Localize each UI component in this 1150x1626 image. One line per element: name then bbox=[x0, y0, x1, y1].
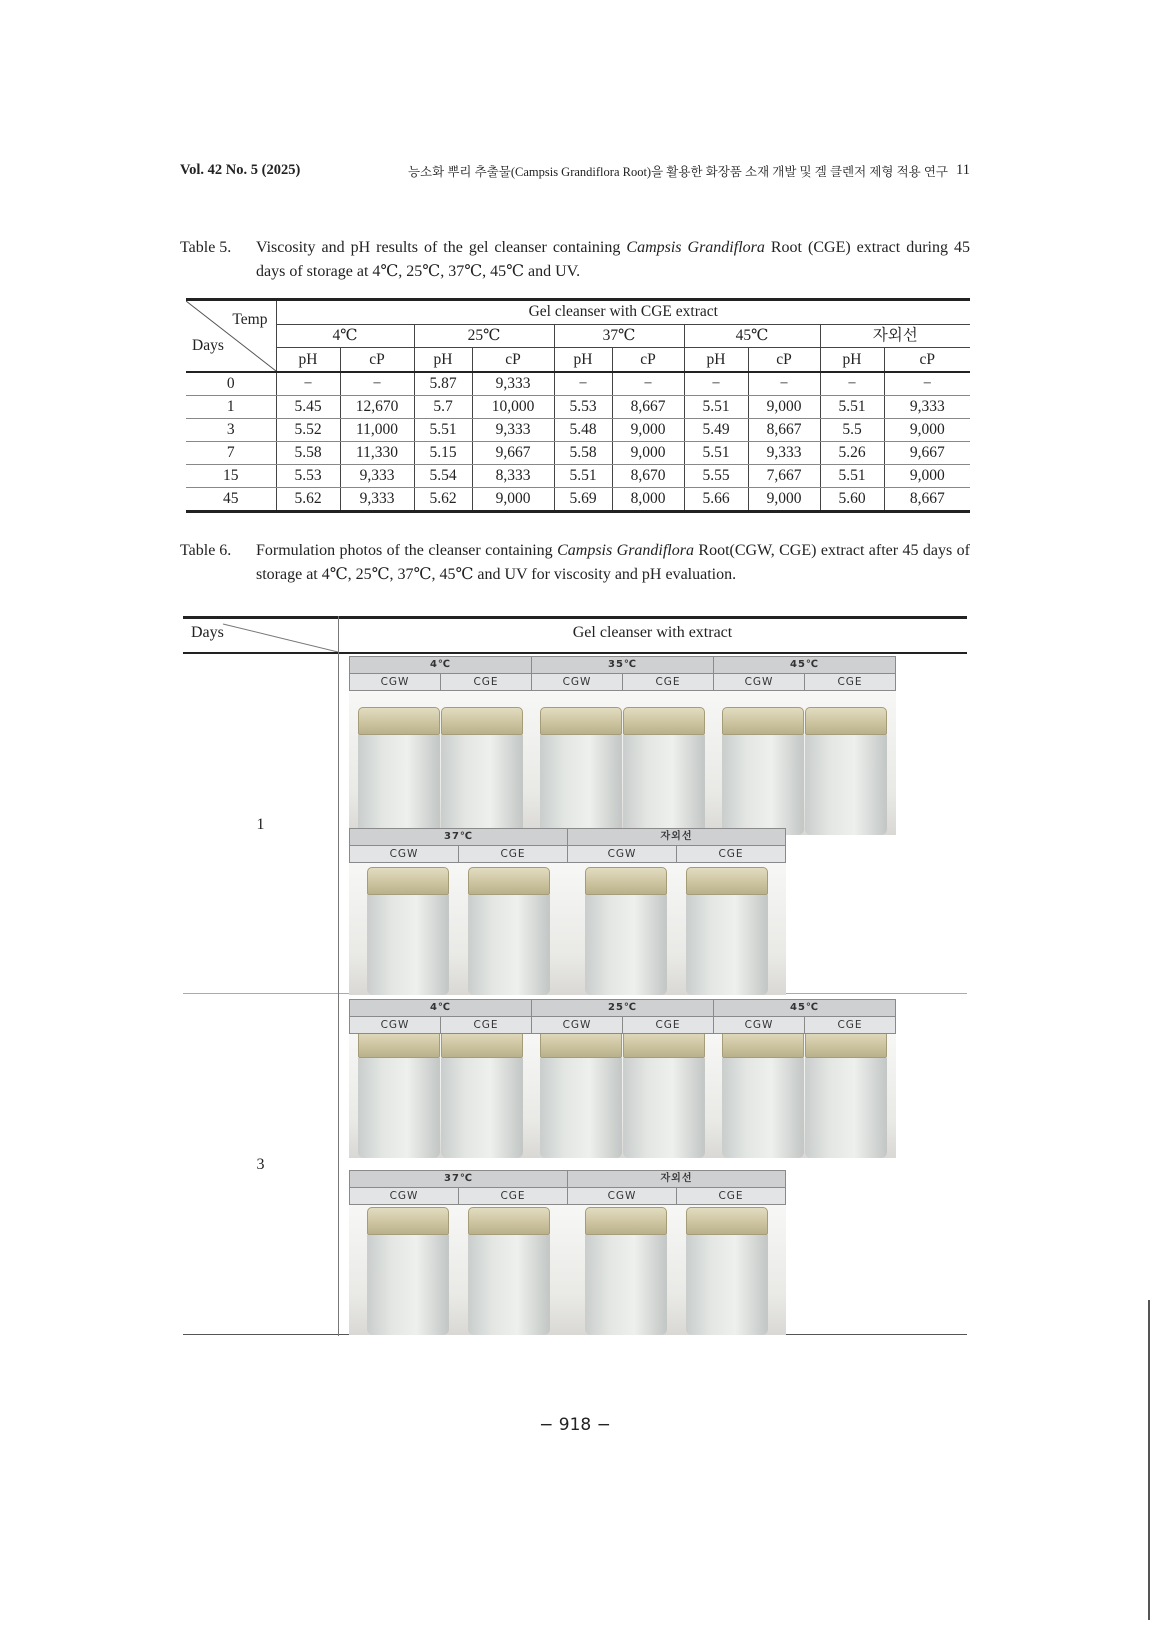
table6-caption-species: Campsis Grandiflora bbox=[557, 542, 694, 559]
sample-label: CGE bbox=[837, 1019, 863, 1031]
table6-header-rule bbox=[183, 652, 967, 654]
ph-value: 5.26 bbox=[820, 442, 884, 465]
table-row bbox=[186, 488, 970, 512]
condition-label: 35℃ bbox=[532, 657, 714, 673]
jar-body bbox=[623, 1058, 705, 1158]
day-cell: 15 bbox=[186, 465, 276, 488]
jar-lid bbox=[623, 707, 705, 735]
ph-value: − bbox=[820, 372, 884, 396]
ph-value: − bbox=[276, 372, 340, 396]
ph-value: 5.58 bbox=[276, 442, 340, 465]
cp-value: 9,333 bbox=[340, 488, 414, 512]
sample-jar bbox=[358, 707, 440, 835]
cp-value: 9,000 bbox=[612, 442, 684, 465]
sample-label: CGE bbox=[718, 848, 744, 860]
table-row bbox=[186, 372, 970, 396]
jar-photo bbox=[349, 863, 786, 995]
condition-label-bar bbox=[349, 1170, 786, 1188]
jar-lid bbox=[585, 867, 667, 895]
sample-jar bbox=[623, 1034, 705, 1158]
page-number: 11 bbox=[956, 162, 970, 178]
photo-panel-day3-b bbox=[349, 1170, 786, 1335]
sample-jar bbox=[623, 707, 705, 835]
sample-label-bar bbox=[349, 1188, 786, 1205]
jar-lid bbox=[805, 1034, 887, 1058]
cp-value: 9,000 bbox=[748, 396, 820, 419]
cp-header: cP bbox=[472, 348, 554, 372]
jar-body bbox=[540, 735, 622, 835]
ph-value: 5.53 bbox=[554, 396, 612, 419]
day-cell: 45 bbox=[186, 488, 276, 512]
jar-body bbox=[367, 895, 449, 995]
ph-value: 5.51 bbox=[554, 465, 612, 488]
jar-lid bbox=[540, 1034, 622, 1058]
jar-body bbox=[722, 1058, 804, 1158]
jar-photo bbox=[349, 691, 896, 835]
ph-value: − bbox=[554, 372, 612, 396]
cp-value: 9,000 bbox=[884, 465, 970, 488]
day-cell: 7 bbox=[186, 442, 276, 465]
ph-value: 5.51 bbox=[684, 396, 748, 419]
table6-caption-lead: Table 6. bbox=[180, 542, 232, 559]
sample-label: CGE bbox=[459, 846, 568, 862]
sample-label: CGE bbox=[623, 1017, 714, 1033]
jar-lid bbox=[686, 1207, 768, 1235]
cp-value: − bbox=[340, 372, 414, 396]
ph-value: 5.45 bbox=[276, 396, 340, 419]
jar-lid bbox=[441, 707, 523, 735]
jar-body bbox=[805, 1058, 887, 1158]
table6-caption-text: Formulation photos of the cleanser containing bbox=[256, 542, 558, 559]
condition-label: 45℃ bbox=[789, 1002, 820, 1013]
ph-value: 5.55 bbox=[684, 465, 748, 488]
day-label-1: 1 bbox=[256, 816, 265, 833]
condition-header: 37℃ bbox=[554, 324, 684, 348]
condition-label: 37℃ bbox=[350, 829, 568, 845]
ph-value: 5.87 bbox=[414, 372, 472, 396]
ph-value: 5.52 bbox=[276, 419, 340, 442]
gel-header: Gel cleanser with extract bbox=[572, 624, 733, 641]
cp-value: 9,333 bbox=[472, 372, 554, 396]
day-cell: 3 bbox=[186, 419, 276, 442]
cp-value: 12,670 bbox=[340, 396, 414, 419]
jar-body bbox=[441, 735, 523, 835]
cp-value: 9,667 bbox=[472, 442, 554, 465]
running-title: 능소화 뿌리 추출물(Campsis Grandiflora Root)을 활용한 화장품 소재 개발 및 겔 클렌저 제형 적용 연구 bbox=[407, 165, 948, 179]
jar-lid bbox=[722, 707, 804, 735]
ph-value: 5.60 bbox=[820, 488, 884, 512]
ph-value: 5.15 bbox=[414, 442, 472, 465]
sample-jar bbox=[805, 1034, 887, 1158]
table-row bbox=[186, 419, 970, 442]
ph-value: 5.51 bbox=[414, 419, 472, 442]
table-corner-cell bbox=[186, 300, 276, 373]
sample-label-bar bbox=[349, 846, 786, 863]
ph-value: 5.51 bbox=[820, 396, 884, 419]
sample-jar bbox=[358, 1034, 440, 1158]
sample-label: CGW bbox=[568, 1188, 677, 1204]
table5-caption bbox=[180, 236, 970, 284]
sample-jar bbox=[585, 867, 667, 995]
ph-header: pH bbox=[276, 348, 340, 372]
table6-caption bbox=[180, 539, 970, 587]
jar-lid bbox=[367, 1207, 449, 1235]
jar-body bbox=[722, 735, 804, 835]
sample-jar bbox=[441, 1034, 523, 1158]
cp-header: cP bbox=[612, 348, 684, 372]
ph-value: 5.62 bbox=[414, 488, 472, 512]
journal-volume: Vol. 42 No. 5 (2025) bbox=[180, 162, 301, 178]
ph-value: 5.54 bbox=[414, 465, 472, 488]
cp-value: 10,000 bbox=[472, 396, 554, 419]
cp-value: 9,333 bbox=[748, 442, 820, 465]
jar-lid bbox=[358, 1034, 440, 1058]
cp-value: 9,000 bbox=[612, 419, 684, 442]
condition-label-bar bbox=[349, 828, 786, 846]
condition-label: 자외선 bbox=[660, 831, 693, 842]
sample-label: CGW bbox=[350, 1188, 459, 1204]
photo-panel-day3-a bbox=[349, 999, 896, 1158]
sample-label: CGE bbox=[837, 676, 863, 688]
table5-caption-text-end: Root (CGE) extract during 45 days of storage at 4℃, 25℃, 37℃, 45℃ and UV. bbox=[256, 239, 971, 280]
condition-header: 4℃ bbox=[276, 324, 414, 348]
jar-lid bbox=[686, 867, 768, 895]
sample-label: CGW bbox=[532, 1017, 623, 1033]
sample-label: CGW bbox=[350, 1017, 441, 1033]
cp-value: 8,670 bbox=[612, 465, 684, 488]
ph-value: 5.49 bbox=[684, 419, 748, 442]
sample-jar bbox=[722, 1034, 804, 1158]
cp-value: 9,000 bbox=[472, 488, 554, 512]
table-row bbox=[186, 465, 970, 488]
sample-jar bbox=[468, 1207, 550, 1335]
ph-header: pH bbox=[820, 348, 884, 372]
photo-panel-day1-b bbox=[349, 828, 786, 995]
sample-jar bbox=[805, 707, 887, 835]
table5 bbox=[186, 298, 970, 513]
cp-header: cP bbox=[884, 348, 970, 372]
jar-body bbox=[686, 895, 768, 995]
sample-jar bbox=[540, 1034, 622, 1158]
table-row bbox=[186, 396, 970, 419]
sample-label-bar bbox=[349, 1017, 896, 1034]
cp-value: 8,667 bbox=[748, 419, 820, 442]
jar-body bbox=[358, 1058, 440, 1158]
sample-label: CGE bbox=[441, 1017, 532, 1033]
jar-body bbox=[468, 1235, 550, 1335]
sample-label: CGE bbox=[441, 674, 532, 690]
sample-jar bbox=[367, 1207, 449, 1335]
ph-header: pH bbox=[684, 348, 748, 372]
corner-temp-label: Temp bbox=[232, 311, 268, 328]
cp-value: 7,667 bbox=[748, 465, 820, 488]
jar-body bbox=[805, 735, 887, 835]
jar-lid bbox=[722, 1034, 804, 1058]
running-header bbox=[180, 162, 970, 184]
corner-days-label: Days bbox=[192, 337, 224, 354]
table5-caption-lead: Table 5. bbox=[180, 239, 232, 256]
cp-value: 9,333 bbox=[472, 419, 554, 442]
table6-column-divider bbox=[338, 616, 339, 1336]
table6 bbox=[183, 616, 967, 1336]
cp-value: 11,000 bbox=[340, 419, 414, 442]
table5-caption-species: Campsis Grandiflora bbox=[626, 239, 765, 256]
jar-lid bbox=[805, 707, 887, 735]
condition-label: 자외선 bbox=[660, 1173, 693, 1184]
page-footer: − 918 − bbox=[539, 1415, 611, 1435]
condition-header: 45℃ bbox=[684, 324, 820, 348]
jar-lid bbox=[441, 1034, 523, 1058]
cp-value: − bbox=[748, 372, 820, 396]
jar-lid bbox=[540, 707, 622, 735]
jar-body bbox=[358, 735, 440, 835]
jar-lid bbox=[468, 1207, 550, 1235]
cp-value: 11,330 bbox=[340, 442, 414, 465]
condition-label: 37℃ bbox=[350, 1171, 568, 1187]
jar-body bbox=[686, 1235, 768, 1335]
sample-label: CGW bbox=[350, 846, 459, 862]
jar-body bbox=[623, 735, 705, 835]
sample-label: CGW bbox=[568, 846, 677, 862]
sample-label: CGE bbox=[623, 674, 714, 690]
jar-body bbox=[585, 895, 667, 995]
jar-lid bbox=[623, 1034, 705, 1058]
table5-caption-text: Viscosity and pH results of the gel cleanser containing bbox=[256, 239, 627, 256]
cp-value: 8,333 bbox=[472, 465, 554, 488]
jar-body bbox=[468, 895, 550, 995]
sample-jar bbox=[468, 867, 550, 995]
ph-value: 5.7 bbox=[414, 396, 472, 419]
photo-panel-day1-a bbox=[349, 656, 896, 835]
ph-value: 5.62 bbox=[276, 488, 340, 512]
cp-value: 9,333 bbox=[884, 396, 970, 419]
ph-header: pH bbox=[414, 348, 472, 372]
group-header: Gel cleanser with CGE extract bbox=[276, 300, 970, 325]
ph-header: pH bbox=[554, 348, 612, 372]
cp-value: 8,667 bbox=[612, 396, 684, 419]
jar-body bbox=[441, 1058, 523, 1158]
ph-value: 5.48 bbox=[554, 419, 612, 442]
cp-value: 9,333 bbox=[340, 465, 414, 488]
cp-header: cP bbox=[748, 348, 820, 372]
sample-jar bbox=[722, 707, 804, 835]
sample-jar bbox=[585, 1207, 667, 1335]
sample-label: CGE bbox=[459, 1188, 568, 1204]
sample-jar bbox=[686, 867, 768, 995]
ph-value: 5.53 bbox=[276, 465, 340, 488]
cp-value: − bbox=[612, 372, 684, 396]
jar-photo bbox=[349, 1034, 896, 1158]
condition-label: 4℃ bbox=[350, 657, 532, 673]
jar-photo bbox=[349, 1205, 786, 1335]
jar-lid bbox=[367, 867, 449, 895]
condition-header: 자외선 bbox=[820, 324, 970, 348]
sample-jar bbox=[441, 707, 523, 835]
jar-lid bbox=[585, 1207, 667, 1235]
cp-value: 9,000 bbox=[748, 488, 820, 512]
sample-label: CGE bbox=[718, 1190, 744, 1202]
ph-value: 5.66 bbox=[684, 488, 748, 512]
sample-label: CGW bbox=[714, 1017, 805, 1033]
jar-body bbox=[585, 1235, 667, 1335]
ph-value: 5.5 bbox=[820, 419, 884, 442]
sample-jar bbox=[686, 1207, 768, 1335]
cp-value: 9,000 bbox=[884, 419, 970, 442]
condition-header: 25℃ bbox=[414, 324, 554, 348]
jar-body bbox=[367, 1235, 449, 1335]
day-cell: 0 bbox=[186, 372, 276, 396]
table-row bbox=[186, 442, 970, 465]
sample-jar bbox=[367, 867, 449, 995]
cp-header: cP bbox=[340, 348, 414, 372]
ph-value: 5.69 bbox=[554, 488, 612, 512]
ph-value: 5.51 bbox=[684, 442, 748, 465]
cp-value: 8,667 bbox=[884, 488, 970, 512]
jar-lid bbox=[468, 867, 550, 895]
condition-label: 45℃ bbox=[789, 659, 820, 670]
sample-jar bbox=[540, 707, 622, 835]
cp-value: − bbox=[884, 372, 970, 396]
condition-label-bar bbox=[349, 656, 896, 674]
jar-body bbox=[540, 1058, 622, 1158]
sample-label: CGW bbox=[532, 674, 623, 690]
sample-label: CGW bbox=[714, 674, 805, 690]
days-header: Days bbox=[191, 624, 224, 641]
sample-label: CGW bbox=[350, 674, 441, 690]
ph-value: 5.51 bbox=[820, 465, 884, 488]
viscosity-ph-table bbox=[186, 298, 970, 513]
condition-label: 4℃ bbox=[350, 1000, 532, 1016]
ph-value: − bbox=[684, 372, 748, 396]
day-label-3: 3 bbox=[256, 1156, 265, 1173]
table6-caption-text-end: Root(CGW, CGE) extract after 45 days of storage at 4℃, 25℃, 37℃, 45℃ and UV for viscosity and pH evaluation. bbox=[256, 542, 970, 583]
cp-value: 8,000 bbox=[612, 488, 684, 512]
sample-label-bar bbox=[349, 674, 896, 691]
condition-label: 25℃ bbox=[532, 1000, 714, 1016]
ph-value: 5.58 bbox=[554, 442, 612, 465]
condition-label-bar bbox=[349, 999, 896, 1017]
day-cell: 1 bbox=[186, 396, 276, 419]
jar-lid bbox=[358, 707, 440, 735]
cp-value: 9,667 bbox=[884, 442, 970, 465]
